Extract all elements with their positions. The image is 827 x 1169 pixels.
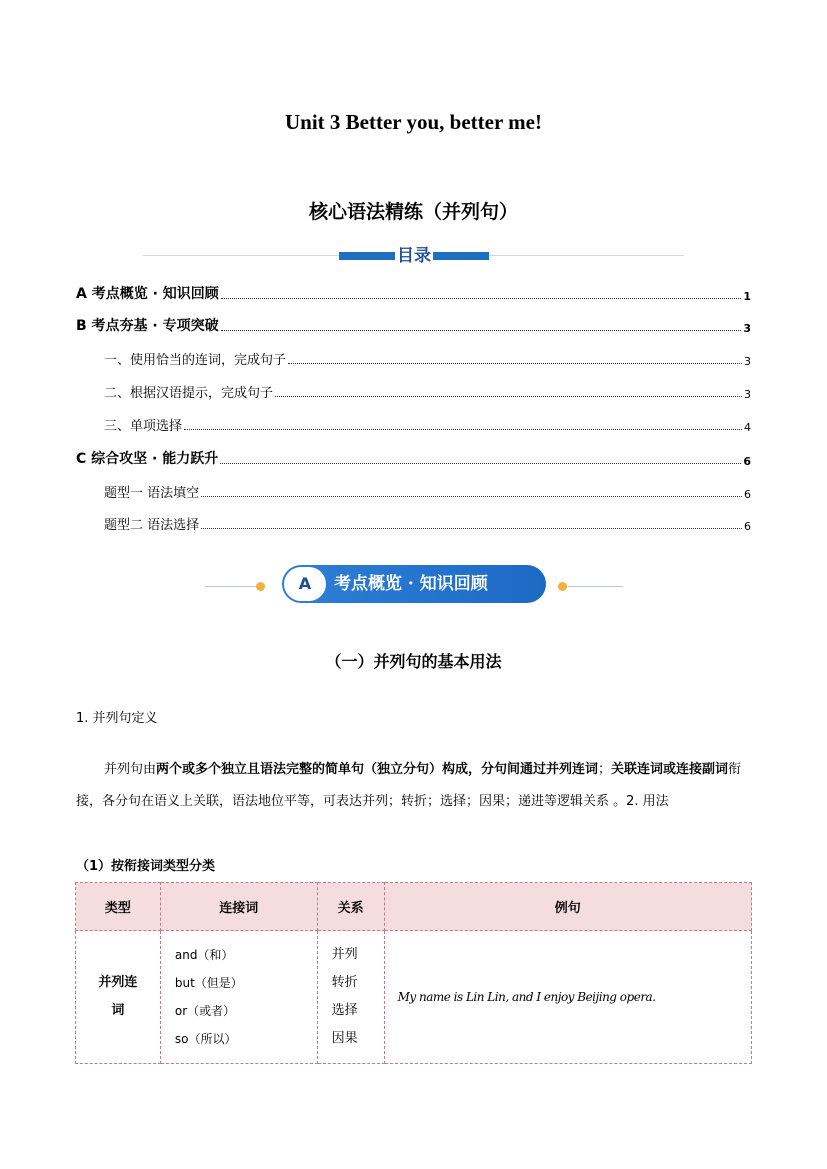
toc-item-page: 3	[744, 355, 751, 368]
toc-item-b1[interactable]	[104, 348, 751, 368]
toc-item-label: C 综合攻坚 · 能力跃升	[76, 451, 219, 467]
toc-item-label: 题型二 语法选择	[104, 518, 200, 533]
relation-item: 选择	[331, 1003, 358, 1018]
section-heading: （一）并列句的基本用法	[325, 652, 502, 671]
document-subtitle: 核心语法精练（并列句）	[308, 201, 518, 223]
relation-item: 因果	[331, 1031, 358, 1046]
banner-line-right	[568, 586, 623, 587]
toc-item-page: 6	[744, 520, 751, 533]
toc-item-label: 三、单项选择	[104, 419, 183, 434]
toc-item-page: 3	[743, 322, 751, 335]
toc-item-label: 二、根据汉语提示，完成句子	[104, 386, 274, 401]
point-2-heading: 2. 用法	[626, 794, 669, 809]
banner-line-left	[205, 586, 260, 587]
toc-item-b[interactable]	[76, 315, 751, 335]
toc-item-b3[interactable]	[104, 414, 751, 434]
toc-item-page: 4	[744, 421, 751, 434]
toc-item-page: 6	[743, 455, 751, 468]
toc-item-a[interactable]	[76, 283, 751, 303]
toc-item-label: A 考点概览 · 知识回顾	[76, 286, 219, 302]
sub-heading: （1）按衔接词类型分类	[76, 859, 216, 874]
header-example: 例句	[384, 883, 751, 931]
table-header-row	[76, 883, 752, 931]
table-row	[76, 931, 752, 1064]
connector-item: so（所以）	[174, 1032, 237, 1046]
banner-dot-left	[256, 582, 265, 591]
header-connector: 连接词	[160, 883, 317, 931]
cell-relations	[317, 931, 384, 1064]
toc-heading: 目录	[395, 241, 433, 266]
connector-item: but（但是）	[174, 976, 243, 990]
banner-text: 考点概览 · 知识回顾	[334, 574, 488, 594]
toc-item-b2[interactable]	[104, 381, 751, 401]
toc-item-label: B 考点夯基 · 专项突破	[76, 318, 219, 334]
connector-table	[75, 882, 752, 1064]
connector-item: and（和）	[174, 948, 234, 962]
point-1-heading: 1. 并列句定义	[76, 711, 158, 726]
cell-type: 并列连 词	[76, 931, 161, 1064]
document-title: Unit 3 Better you, better me!	[285, 110, 542, 134]
relation-item: 并列	[331, 947, 358, 962]
cell-connectors	[160, 931, 317, 1064]
toc-item-c1[interactable]	[104, 481, 751, 501]
banner-dot-right	[558, 582, 567, 591]
connector-item: or（或者）	[174, 1004, 236, 1018]
banner-letter: A	[284, 567, 326, 601]
definition-paragraph: 并列句由两个或多个独立且语法完整的简单句（独立分句）构成，分句间通过并列连词；关联连词或连接副词衔接，各分句在语义上关联，语法地位平等，可表达并列；转折；选择；因果；递进等逻辑关系 。2. 用法	[76, 762, 742, 809]
cell-example: My name is Lin Lin, and I enjoy Beijing opera.	[384, 931, 751, 1064]
toc-item-c[interactable]	[76, 448, 751, 468]
header-relation: 关系	[317, 883, 384, 931]
toc-bar-left	[339, 252, 395, 260]
toc-item-page: 3	[744, 388, 751, 401]
toc-bar-right	[433, 252, 489, 260]
toc-item-label: 一、使用恰当的连词，完成句子	[104, 353, 287, 368]
header-type: 类型	[76, 883, 161, 931]
toc-item-page: 6	[744, 488, 751, 501]
toc-item-c2[interactable]	[104, 513, 751, 533]
toc-item-page: 1	[743, 290, 751, 303]
relation-item: 转折	[331, 975, 358, 990]
toc-item-label: 题型一 语法填空	[104, 486, 200, 501]
